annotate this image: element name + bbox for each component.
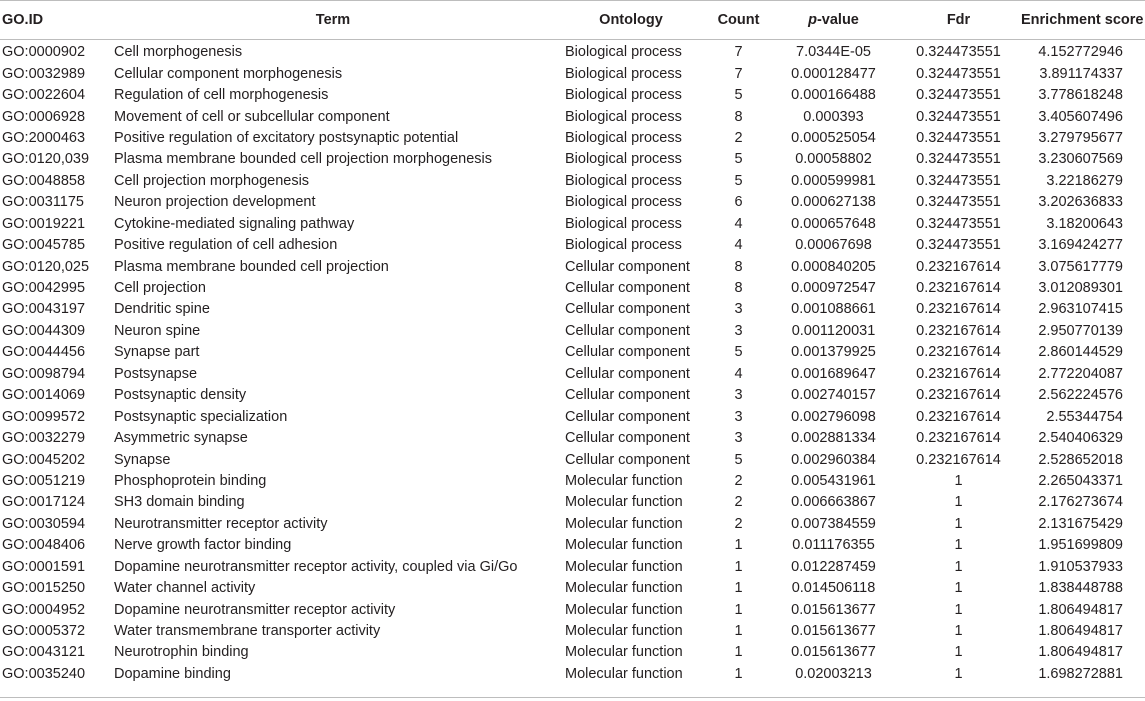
- table-row: [0, 40, 1145, 64]
- cell-term: Plasma membrane bounded cell projection morphogenesis: [114, 151, 493, 168]
- cell-enrichment-score: 3.18200643: [1046, 215, 1123, 232]
- cell-count: 1: [734, 644, 743, 661]
- cell-go-id: GO:0005372: [2, 623, 86, 640]
- cell-ontology: Molecular function: [565, 494, 683, 511]
- cell-term: Dopamine binding: [114, 665, 231, 682]
- table-row: [0, 664, 1145, 685]
- cell-ontology: Cellular component: [565, 258, 690, 275]
- cell-ontology: Cellular component: [565, 280, 690, 297]
- cell-count: 8: [734, 108, 743, 125]
- cell-fdr: 0.324473551: [916, 87, 1001, 104]
- cell-term: Neuron spine: [114, 322, 201, 339]
- cell-go-id: GO:0048406: [2, 537, 86, 554]
- cell-go-id: GO:0014069: [2, 387, 86, 404]
- cell-ontology: Biological process: [565, 151, 682, 168]
- cell-ontology: Molecular function: [565, 558, 683, 575]
- cell-p-value: 0.000128477: [791, 65, 876, 82]
- cell-ontology: Biological process: [565, 129, 682, 146]
- cell-count: 1: [734, 558, 743, 575]
- cell-enrichment-score: 2.131675429: [1038, 515, 1123, 532]
- cell-term: Plasma membrane bounded cell projection: [114, 258, 389, 275]
- table-row: [0, 299, 1145, 320]
- table-row: [0, 406, 1145, 427]
- cell-enrichment-score: 2.963107415: [1038, 301, 1123, 318]
- cell-p-value: 0.000393: [803, 108, 864, 125]
- cell-count: 4: [734, 237, 743, 254]
- cell-fdr: 1: [954, 494, 963, 511]
- cell-p-value: 0.000840205: [791, 258, 876, 275]
- cell-fdr: 0.232167614: [916, 365, 1001, 382]
- cell-enrichment-score: 1.698272881: [1038, 665, 1123, 682]
- table-row: [0, 621, 1145, 642]
- cell-go-id: GO:0045785: [2, 237, 86, 254]
- cell-ontology: Cellular component: [565, 451, 690, 468]
- cell-term: Asymmetric synapse: [114, 430, 248, 447]
- table-row: [0, 85, 1145, 106]
- cell-term: Regulation of cell morphogenesis: [114, 87, 329, 104]
- header-row: [0, 1, 1145, 40]
- table-row: [0, 342, 1145, 363]
- table-row: [0, 278, 1145, 299]
- cell-go-id: GO:0098794: [2, 365, 86, 382]
- cell-fdr: 0.232167614: [916, 451, 1001, 468]
- cell-count: 7: [734, 65, 743, 82]
- cell-ontology: Biological process: [565, 172, 682, 189]
- header-term: Term: [110, 1, 556, 40]
- cell-ontology: Biological process: [565, 108, 682, 125]
- cell-ontology: Molecular function: [565, 472, 683, 489]
- cell-count: 2: [734, 472, 743, 489]
- cell-p-value: 0.005431961: [791, 472, 876, 489]
- cell-go-id: GO:0099572: [2, 408, 86, 425]
- cell-count: 3: [734, 301, 743, 318]
- cell-enrichment-score: 2.176273674: [1038, 494, 1123, 511]
- cell-term: Neurotransmitter receptor activity: [114, 515, 328, 532]
- cell-fdr: 1: [954, 537, 963, 554]
- cell-count: 8: [734, 280, 743, 297]
- cell-term: Cell projection: [114, 280, 206, 297]
- cell-go-id: GO:0030594: [2, 515, 86, 532]
- cell-p-value: 0.006663867: [791, 494, 876, 511]
- cell-term: Cell projection morphogenesis: [114, 172, 310, 189]
- cell-term: Neurotrophin binding: [114, 644, 249, 661]
- cell-count: 5: [734, 172, 743, 189]
- cell-go-id: GO:0019221: [2, 215, 86, 232]
- cell-fdr: 0.324473551: [916, 44, 1001, 61]
- cell-p-value: 7.0344E-05: [796, 44, 871, 61]
- cell-enrichment-score: 2.562224576: [1038, 387, 1123, 404]
- header-go-id: GO.ID: [0, 1, 110, 40]
- cell-fdr: 0.232167614: [916, 258, 1001, 275]
- cell-enrichment-score: 3.405607496: [1038, 108, 1123, 125]
- cell-ontology: Cellular component: [565, 344, 690, 361]
- cell-enrichment-score: 2.540406329: [1038, 430, 1123, 447]
- cell-term: Neuron projection development: [114, 194, 316, 211]
- cell-p-value: 0.014506118: [791, 580, 876, 597]
- cell-p-value: 0.001120031: [791, 322, 876, 339]
- cell-fdr: 1: [954, 515, 963, 532]
- cell-p-value: 0.001689647: [791, 365, 876, 382]
- cell-go-id: GO:0000902: [2, 44, 86, 61]
- cell-ontology: Molecular function: [565, 601, 683, 618]
- cell-fdr: 0.324473551: [916, 151, 1001, 168]
- table-row: [0, 514, 1145, 535]
- table-row: [0, 63, 1145, 84]
- cell-go-id: GO:2000463: [2, 129, 86, 146]
- cell-p-value: 0.002796098: [791, 408, 876, 425]
- cell-ontology: Biological process: [565, 215, 682, 232]
- header-enrichment-score: Enrichment score: [1021, 1, 1145, 40]
- cell-term: Positive regulation of excitatory postsynaptic potential: [114, 129, 459, 146]
- cell-term: Positive regulation of cell adhesion: [114, 237, 338, 254]
- cell-enrichment-score: 2.528652018: [1038, 451, 1123, 468]
- cell-enrichment-score: 1.806494817: [1038, 644, 1123, 661]
- cell-fdr: 0.324473551: [916, 108, 1001, 125]
- cell-p-value: 0.002960384: [791, 451, 876, 468]
- cell-go-id: GO:0001591: [2, 558, 86, 575]
- table-row: [0, 535, 1145, 556]
- table-row: [0, 214, 1145, 235]
- table-row: [0, 192, 1145, 213]
- cell-p-value: 0.00058802: [795, 151, 872, 168]
- table-bottom-rule: [0, 697, 1145, 698]
- cell-enrichment-score: 2.55344754: [1046, 408, 1123, 425]
- cell-go-id: GO:0044309: [2, 322, 86, 339]
- cell-enrichment-score: 1.806494817: [1038, 623, 1123, 640]
- cell-count: 7: [734, 44, 743, 61]
- cell-count: 2: [734, 494, 743, 511]
- table-row: [0, 471, 1145, 492]
- cell-p-value: 0.000599981: [791, 172, 876, 189]
- cell-count: 6: [734, 194, 743, 211]
- header-p-suffix: -value: [816, 12, 859, 28]
- cell-count: 3: [734, 430, 743, 447]
- cell-term: SH3 domain binding: [114, 494, 245, 511]
- cell-enrichment-score: 3.230607569: [1038, 151, 1123, 168]
- cell-count: 3: [734, 387, 743, 404]
- header-ontology: Ontology: [556, 1, 706, 40]
- cell-term: Dendritic spine: [114, 301, 210, 318]
- cell-fdr: 0.324473551: [916, 129, 1001, 146]
- cell-fdr: 0.232167614: [916, 387, 1001, 404]
- cell-go-id: GO:0120,039: [2, 151, 90, 168]
- cell-go-id: GO:0032989: [2, 65, 86, 82]
- table-body: [0, 40, 1145, 686]
- cell-fdr: 0.324473551: [916, 215, 1001, 232]
- cell-enrichment-score: 3.075617779: [1038, 258, 1123, 275]
- cell-fdr: 0.324473551: [916, 65, 1001, 82]
- cell-count: 1: [734, 580, 743, 597]
- table-row: [0, 235, 1145, 256]
- cell-go-id: GO:0051219: [2, 472, 86, 489]
- cell-enrichment-score: 1.806494817: [1038, 601, 1123, 618]
- table-row: [0, 106, 1145, 127]
- cell-term: Cytokine-mediated signaling pathway: [114, 215, 355, 232]
- cell-p-value: 0.015613677: [791, 644, 876, 661]
- cell-enrichment-score: 3.012089301: [1038, 280, 1123, 297]
- cell-count: 1: [734, 537, 743, 554]
- cell-fdr: 1: [954, 580, 963, 597]
- cell-fdr: 0.324473551: [916, 237, 1001, 254]
- cell-term: Water transmembrane transporter activity: [114, 623, 381, 640]
- cell-fdr: 0.232167614: [916, 430, 1001, 447]
- table-row: [0, 171, 1145, 192]
- cell-enrichment-score: 3.202636833: [1038, 194, 1123, 211]
- cell-ontology: Molecular function: [565, 644, 683, 661]
- cell-ontology: Cellular component: [565, 301, 690, 318]
- cell-ontology: Biological process: [565, 237, 682, 254]
- cell-ontology: Molecular function: [565, 537, 683, 554]
- cell-term: Synapse: [114, 451, 171, 468]
- cell-ontology: Cellular component: [565, 322, 690, 339]
- cell-go-id: GO:0031175: [2, 194, 84, 211]
- cell-go-id: GO:0032279: [2, 430, 86, 447]
- cell-p-value: 0.000627138: [791, 194, 876, 211]
- cell-ontology: Biological process: [565, 87, 682, 104]
- cell-enrichment-score: 3.279795677: [1038, 129, 1123, 146]
- cell-count: 3: [734, 408, 743, 425]
- cell-term: Dopamine neurotransmitter receptor activity: [114, 601, 396, 618]
- table-row: [0, 557, 1145, 578]
- cell-p-value: 0.00067698: [795, 237, 872, 254]
- cell-count: 5: [734, 451, 743, 468]
- cell-p-value: 0.000525054: [791, 129, 876, 146]
- cell-ontology: Molecular function: [565, 580, 683, 597]
- cell-ontology: Molecular function: [565, 623, 683, 640]
- cell-enrichment-score: 1.838448788: [1038, 580, 1123, 597]
- cell-p-value: 0.000972547: [791, 280, 876, 297]
- cell-ontology: Molecular function: [565, 515, 683, 532]
- table-row: [0, 364, 1145, 385]
- table-row: [0, 642, 1145, 663]
- cell-ontology: Cellular component: [565, 365, 690, 382]
- cell-count: 4: [734, 215, 743, 232]
- cell-ontology: Biological process: [565, 65, 682, 82]
- cell-p-value: 0.015613677: [791, 601, 876, 618]
- cell-fdr: 1: [954, 644, 963, 661]
- cell-go-id: GO:0035240: [2, 665, 86, 682]
- cell-count: 4: [734, 365, 743, 382]
- cell-fdr: 1: [954, 472, 963, 489]
- cell-count: 1: [734, 623, 743, 640]
- cell-enrichment-score: 3.778618248: [1038, 87, 1123, 104]
- cell-count: 5: [734, 87, 743, 104]
- header-fdr: Fdr: [896, 1, 1021, 40]
- cell-p-value: 0.011176355: [792, 537, 875, 554]
- cell-p-value: 0.007384559: [791, 515, 876, 532]
- header-p-value: [771, 1, 896, 40]
- cell-go-id: GO:0017124: [2, 494, 86, 511]
- cell-enrichment-score: 2.772204087: [1038, 365, 1123, 382]
- cell-p-value: 0.02003213: [795, 665, 872, 682]
- cell-count: 2: [734, 129, 743, 146]
- header-count: Count: [706, 1, 771, 40]
- cell-ontology: Cellular component: [565, 408, 690, 425]
- cell-term: Dopamine neurotransmitter receptor activity, coupled via Gi/Go: [114, 558, 518, 575]
- cell-fdr: 0.232167614: [916, 322, 1001, 339]
- cell-enrichment-score: 2.950770139: [1038, 322, 1123, 339]
- cell-fdr: 1: [954, 665, 963, 682]
- table-row: [0, 599, 1145, 620]
- cell-go-id: GO:0044456: [2, 344, 86, 361]
- cell-p-value: 0.001379925: [791, 344, 876, 361]
- cell-count: 8: [734, 258, 743, 275]
- cell-enrichment-score: 3.22186279: [1046, 172, 1123, 189]
- cell-p-value: 0.000166488: [791, 87, 876, 104]
- table-row: [0, 149, 1145, 170]
- cell-term: Postsynapse: [114, 365, 198, 382]
- cell-fdr: 0.232167614: [916, 280, 1001, 297]
- cell-enrichment-score: 4.152772946: [1038, 44, 1123, 61]
- cell-ontology: Biological process: [565, 44, 682, 61]
- cell-ontology: Molecular function: [565, 665, 683, 682]
- table-row: [0, 321, 1145, 342]
- cell-enrichment-score: 3.891174337: [1039, 65, 1123, 82]
- cell-count: 5: [734, 344, 743, 361]
- cell-go-id: GO:0015250: [2, 580, 86, 597]
- cell-go-id: GO:0045202: [2, 451, 86, 468]
- cell-enrichment-score: 1.951699809: [1038, 537, 1123, 554]
- cell-go-id: GO:0004952: [2, 601, 86, 618]
- cell-term: Nerve growth factor binding: [114, 537, 292, 554]
- cell-enrichment-score: 2.860144529: [1038, 344, 1123, 361]
- table-row: [0, 492, 1145, 513]
- cell-term: Postsynaptic specialization: [114, 408, 288, 425]
- cell-term: Postsynaptic density: [114, 387, 247, 404]
- cell-enrichment-score: 1.910537933: [1038, 558, 1123, 575]
- cell-ontology: Biological process: [565, 194, 682, 211]
- table-row: [0, 128, 1145, 149]
- cell-count: 2: [734, 515, 743, 532]
- cell-count: 3: [734, 322, 743, 339]
- cell-go-id: GO:0042995: [2, 280, 86, 297]
- cell-ontology: Cellular component: [565, 387, 690, 404]
- table-header: [0, 1, 1145, 40]
- cell-term: Cellular component morphogenesis: [114, 65, 343, 82]
- cell-term: Synapse part: [114, 344, 200, 361]
- cell-term: Cell morphogenesis: [114, 44, 243, 61]
- cell-fdr: 1: [954, 558, 963, 575]
- table-row: [0, 256, 1145, 277]
- table-row: [0, 428, 1145, 449]
- header-p-letter: p: [808, 12, 817, 28]
- cell-go-id: GO:0043197: [2, 301, 86, 318]
- cell-term: Phosphoprotein binding: [114, 472, 267, 489]
- table-row: [0, 385, 1145, 406]
- cell-fdr: 0.232167614: [916, 344, 1001, 361]
- cell-p-value: 0.002881334: [791, 430, 876, 447]
- cell-p-value: 0.001088661: [791, 301, 876, 318]
- cell-fdr: 1: [954, 623, 963, 640]
- cell-fdr: 0.232167614: [916, 301, 1001, 318]
- table-row: [0, 449, 1145, 470]
- cell-p-value: 0.012287459: [791, 558, 876, 575]
- cell-term: Movement of cell or subcellular component: [114, 108, 390, 125]
- cell-fdr: 1: [954, 601, 963, 618]
- cell-term: Water channel activity: [114, 580, 256, 597]
- cell-ontology: Cellular component: [565, 430, 690, 447]
- cell-go-id: GO:0048858: [2, 172, 86, 189]
- cell-enrichment-score: 2.265043371: [1038, 472, 1123, 489]
- cell-count: 1: [734, 601, 743, 618]
- cell-enrichment-score: 3.169424277: [1038, 237, 1123, 254]
- cell-go-id: GO:0006928: [2, 108, 86, 125]
- cell-fdr: 0.232167614: [916, 408, 1001, 425]
- cell-count: 1: [734, 665, 743, 682]
- cell-fdr: 0.324473551: [916, 194, 1001, 211]
- cell-p-value: 0.015613677: [791, 623, 876, 640]
- table-row: [0, 578, 1145, 599]
- cell-go-id: GO:0043121: [2, 644, 86, 661]
- cell-go-id: GO:0022604: [2, 87, 86, 104]
- cell-p-value: 0.002740157: [791, 387, 876, 404]
- cell-p-value: 0.000657648: [791, 215, 876, 232]
- cell-go-id: GO:0120,025: [2, 258, 90, 275]
- cell-fdr: 0.324473551: [916, 172, 1001, 189]
- cell-count: 5: [734, 151, 743, 168]
